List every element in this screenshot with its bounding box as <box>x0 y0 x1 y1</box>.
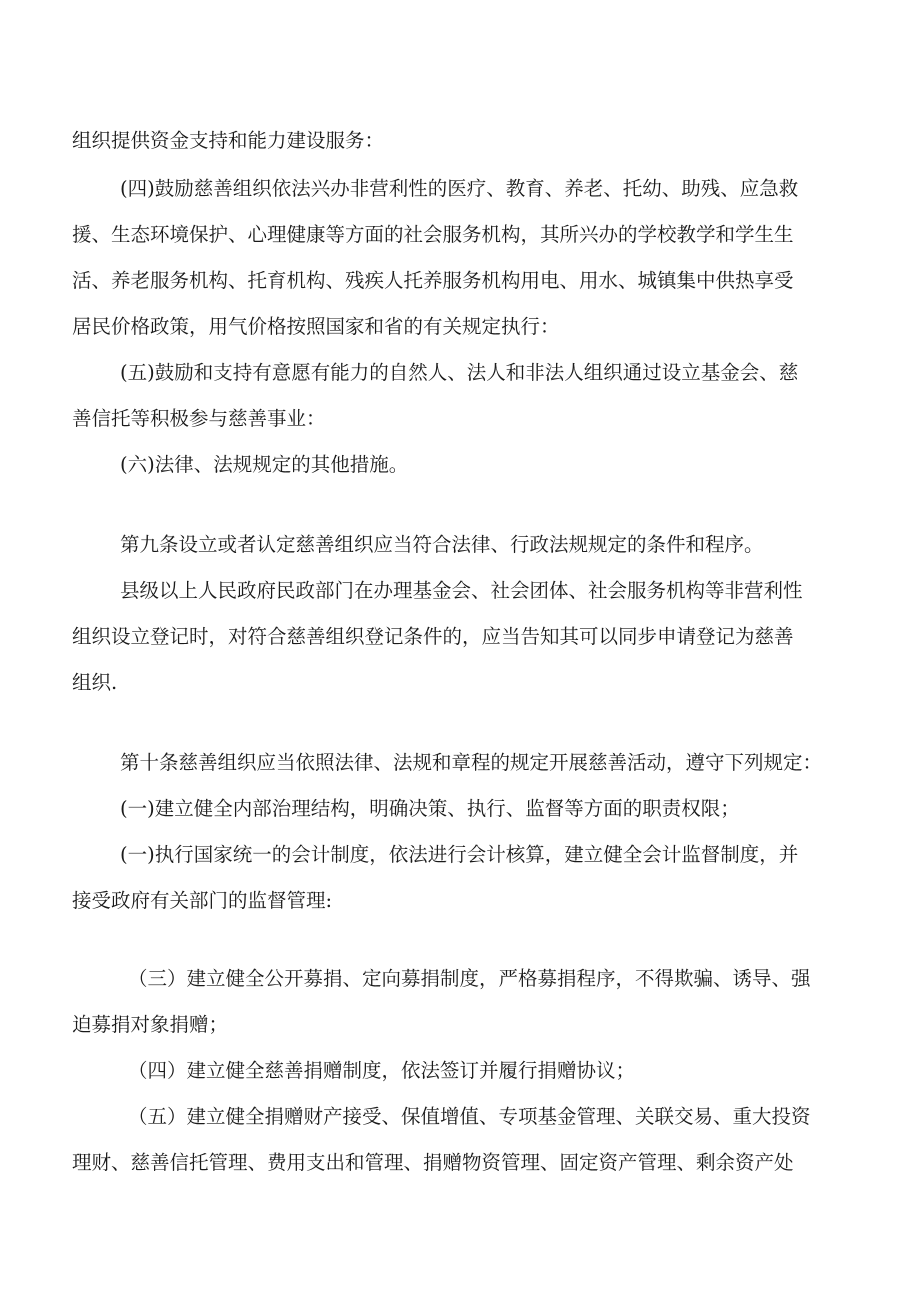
text-line: (一)建立健全内部治理结构，明确决策、执行、监督等方面的职责权限； <box>120 797 740 820</box>
text-line: 援、生态环境保护、心理健康等方面的社会服务机构，其所兴办的学校教学和学生生 <box>72 223 794 246</box>
text-line: (六)法律、法规规定的其他措施。 <box>120 453 409 476</box>
text-line: 活、养老服务机构、托育机构、残疾人托养服务机构用电、用水、城镇集中供热享受 <box>72 269 794 292</box>
text-line: 居民价格政策，用气价格按照国家和省的有关规定执行： <box>72 315 560 338</box>
text-line: （三）建立健全公开募捐、定向募捐制度，严格募捐程序，不得欺骗、诱导、强 <box>128 967 811 990</box>
text-line: (四)鼓励慈善组织依法兴办非营利性的医疗、教育、养老、托幼、助残、应急救 <box>120 177 799 200</box>
text-line: 组织. <box>72 671 118 694</box>
text-line: 第十条慈善组织应当依照法律、法规和章程的规定开展慈善活动，遵守下列规定： <box>120 751 823 774</box>
text-line: 理财、慈善信托管理、费用支出和管理、捐赠物资管理、固定资产管理、剩余资产处 <box>72 1151 794 1174</box>
text-line: 善信托等积极参与慈善事业： <box>72 407 326 430</box>
text-line: (五)鼓励和支持有意愿有能力的自然人、法人和非法人组织通过设立基金会、慈 <box>120 361 799 384</box>
text-line: 迫募捐对象捐赠； <box>72 1013 229 1036</box>
text-line: （五）建立健全捐赠财产接受、保值增值、专项基金管理、关联交易、重大投资 <box>128 1105 811 1128</box>
text-line: 第九条设立或者认定慈善组织应当符合法律、行政法规规定的条件和程序。 <box>120 533 764 556</box>
text-line: 接受政府有关部门的监督管理: <box>72 889 333 912</box>
text-line: (一)执行国家统一的会计制度，依法进行会计核算，建立健全会计监督制度，并 <box>120 843 799 866</box>
text-line: （四）建立健全慈善捐赠制度，依法签订并履行捐赠协议； <box>128 1059 636 1082</box>
text-line: 组织提供资金支持和能力建设服务： <box>72 129 385 152</box>
text-line: 县级以上人民政府民政部门在办理基金会、社会团体、社会服务机构等非营利性 <box>120 579 803 602</box>
text-line: 组织设立登记时，对符合慈善组织登记条件的，应当告知其可以同步申请登记为慈善 <box>72 625 794 648</box>
